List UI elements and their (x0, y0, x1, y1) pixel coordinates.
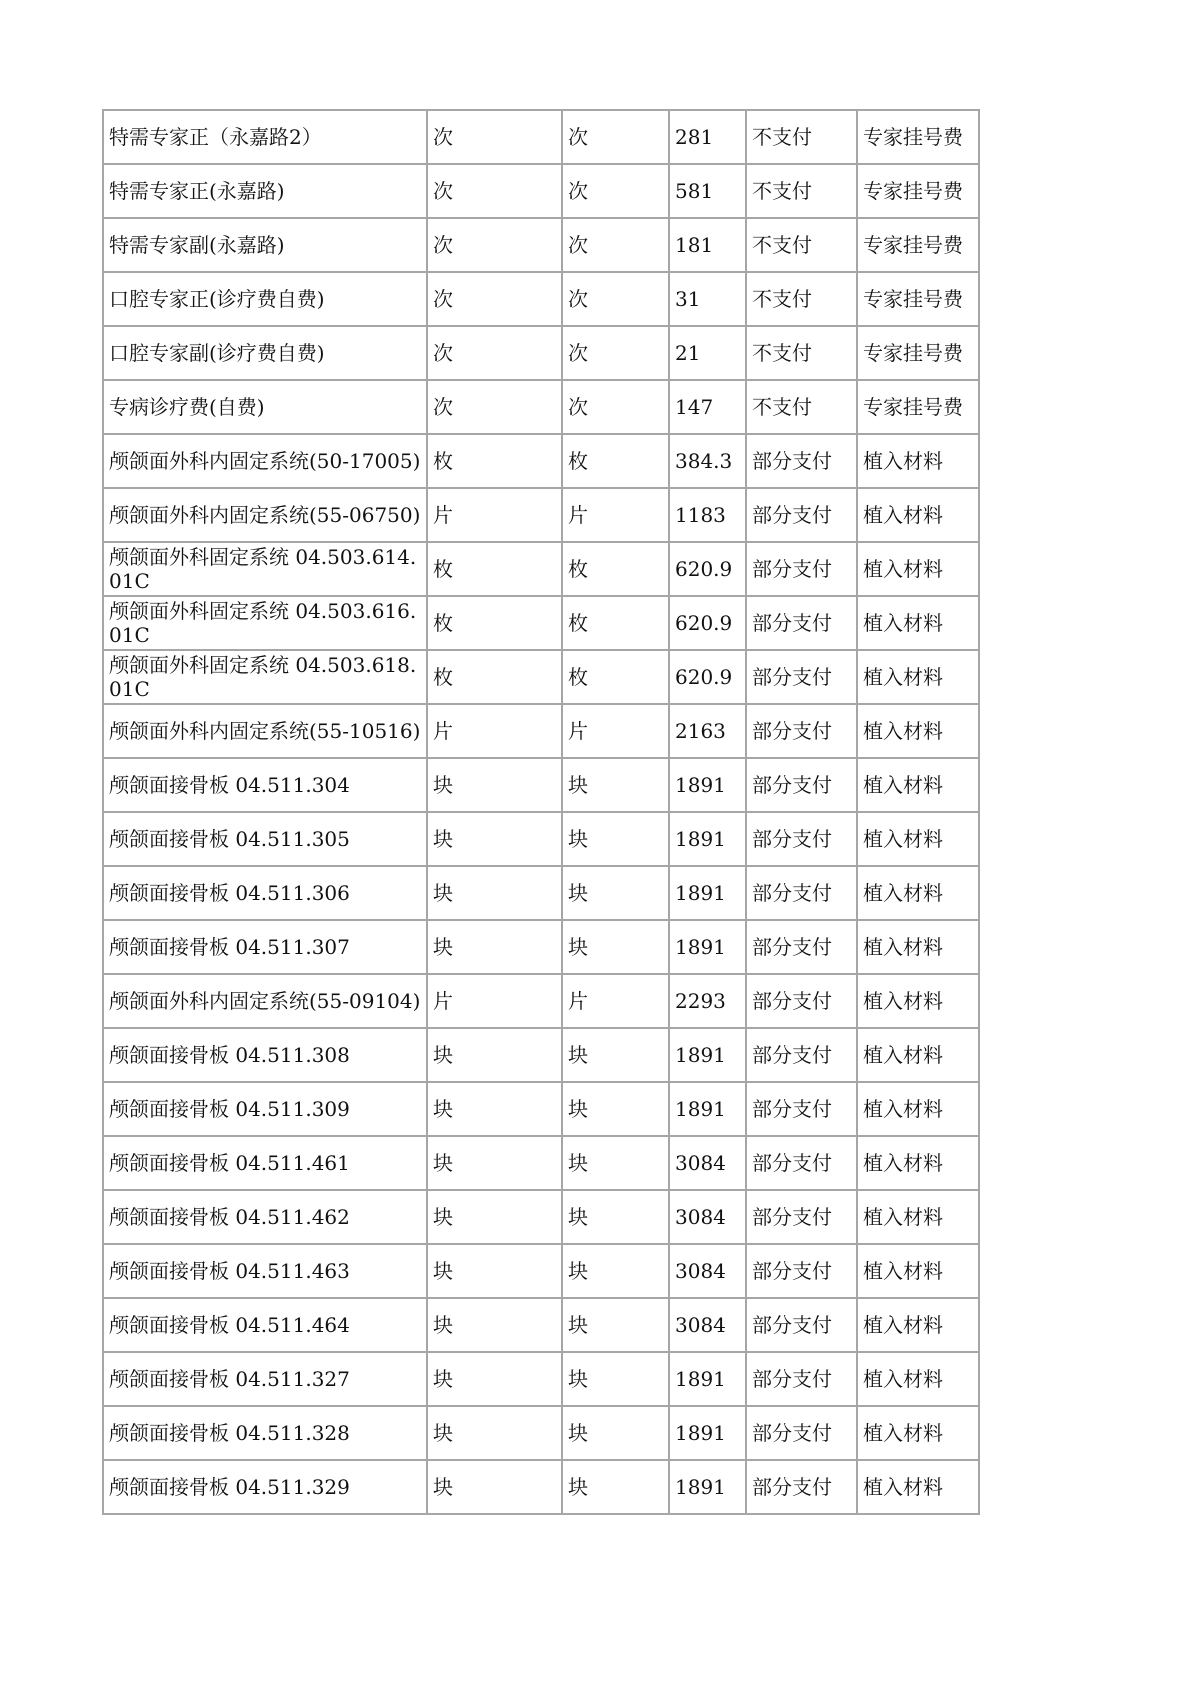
item-name-cell: 颅颌面接骨板 04.511.327 (103, 1352, 427, 1406)
table-row (103, 866, 979, 920)
table-row (103, 1352, 979, 1406)
price-cell: 1891 (669, 1028, 746, 1082)
unit-cell: 块 (427, 920, 562, 974)
unit-cell: 片 (427, 704, 562, 758)
category-cell: 植入材料 (857, 1298, 979, 1352)
payment-cell: 部分支付 (746, 434, 857, 488)
table-row (103, 812, 979, 866)
billing-unit-cell: 片 (562, 488, 669, 542)
billing-unit-cell: 块 (562, 920, 669, 974)
payment-cell: 部分支付 (746, 974, 857, 1028)
item-name-cell: 颅颌面外科内固定系统(50-17005) (103, 434, 427, 488)
price-cell: 31 (669, 272, 746, 326)
unit-cell: 块 (427, 1190, 562, 1244)
table-row (103, 704, 979, 758)
table-row (103, 434, 979, 488)
table-row (103, 1298, 979, 1352)
payment-cell: 部分支付 (746, 1028, 857, 1082)
item-name-cell: 颅颌面接骨板 04.511.328 (103, 1406, 427, 1460)
item-name-cell: 颅颌面外科内固定系统(55-06750) (103, 488, 427, 542)
price-cell: 2293 (669, 974, 746, 1028)
category-cell: 植入材料 (857, 1352, 979, 1406)
item-name-cell: 颅颌面外科内固定系统(55-09104) (103, 974, 427, 1028)
price-cell: 2163 (669, 704, 746, 758)
unit-cell: 次 (427, 110, 562, 164)
billing-unit-cell: 次 (562, 164, 669, 218)
item-name-cell: 颅颌面接骨板 04.511.462 (103, 1190, 427, 1244)
item-name-cell: 颅颌面外科内固定系统(55-10516) (103, 704, 427, 758)
item-name-cell: 特需专家正(永嘉路) (103, 164, 427, 218)
item-name-cell: 颅颌面外科固定系统 04.503.618.01C (103, 650, 427, 704)
price-cell: 181 (669, 218, 746, 272)
category-cell: 植入材料 (857, 1460, 979, 1514)
payment-cell: 不支付 (746, 380, 857, 434)
billing-unit-cell: 片 (562, 704, 669, 758)
unit-cell: 块 (427, 758, 562, 812)
item-name-cell: 颅颌面外科固定系统 04.503.614.01C (103, 542, 427, 596)
price-cell: 3084 (669, 1244, 746, 1298)
category-cell: 专家挂号费 (857, 272, 979, 326)
item-name-cell: 特需专家副(永嘉路) (103, 218, 427, 272)
price-cell: 1183 (669, 488, 746, 542)
unit-cell: 块 (427, 1460, 562, 1514)
payment-cell: 部分支付 (746, 488, 857, 542)
category-cell: 植入材料 (857, 542, 979, 596)
price-cell: 281 (669, 110, 746, 164)
price-cell: 581 (669, 164, 746, 218)
billing-unit-cell: 块 (562, 1028, 669, 1082)
unit-cell: 块 (427, 1244, 562, 1298)
payment-cell: 不支付 (746, 272, 857, 326)
category-cell: 植入材料 (857, 1082, 979, 1136)
table-row (103, 326, 979, 380)
category-cell: 植入材料 (857, 974, 979, 1028)
price-cell: 620.9 (669, 596, 746, 650)
payment-cell: 不支付 (746, 164, 857, 218)
price-cell: 620.9 (669, 542, 746, 596)
item-name-cell: 口腔专家正(诊疗费自费) (103, 272, 427, 326)
payment-cell: 部分支付 (746, 1082, 857, 1136)
price-cell: 1891 (669, 758, 746, 812)
payment-cell: 部分支付 (746, 1244, 857, 1298)
table-row (103, 920, 979, 974)
unit-cell: 块 (427, 1028, 562, 1082)
billing-unit-cell: 枚 (562, 650, 669, 704)
category-cell: 专家挂号费 (857, 164, 979, 218)
price-cell: 3084 (669, 1190, 746, 1244)
price-cell: 1891 (669, 920, 746, 974)
table-row (103, 1406, 979, 1460)
billing-unit-cell: 枚 (562, 542, 669, 596)
payment-cell: 部分支付 (746, 1298, 857, 1352)
billing-unit-cell: 块 (562, 758, 669, 812)
unit-cell: 块 (427, 1082, 562, 1136)
price-cell: 3084 (669, 1298, 746, 1352)
category-cell: 植入材料 (857, 920, 979, 974)
payment-cell: 部分支付 (746, 1136, 857, 1190)
billing-unit-cell: 枚 (562, 596, 669, 650)
unit-cell: 枚 (427, 596, 562, 650)
billing-unit-cell: 片 (562, 974, 669, 1028)
item-name-cell: 特需专家正（永嘉路2） (103, 110, 427, 164)
item-name-cell: 专病诊疗费(自费) (103, 380, 427, 434)
unit-cell: 块 (427, 1136, 562, 1190)
item-name-cell: 颅颌面接骨板 04.511.329 (103, 1460, 427, 1514)
billing-unit-cell: 块 (562, 1406, 669, 1460)
table-row (103, 1460, 979, 1514)
item-name-cell: 颅颌面接骨板 04.511.463 (103, 1244, 427, 1298)
payment-cell: 部分支付 (746, 758, 857, 812)
billing-unit-cell: 块 (562, 1352, 669, 1406)
unit-cell: 枚 (427, 650, 562, 704)
unit-cell: 枚 (427, 542, 562, 596)
table-row (103, 596, 979, 650)
item-name-cell: 颅颌面外科固定系统 04.503.616.01C (103, 596, 427, 650)
payment-cell: 部分支付 (746, 812, 857, 866)
category-cell: 植入材料 (857, 434, 979, 488)
table-body (103, 110, 979, 1514)
unit-cell: 枚 (427, 434, 562, 488)
category-cell: 专家挂号费 (857, 380, 979, 434)
item-name-cell: 颅颌面接骨板 04.511.309 (103, 1082, 427, 1136)
payment-cell: 部分支付 (746, 596, 857, 650)
item-name-cell: 颅颌面接骨板 04.511.461 (103, 1136, 427, 1190)
table-row (103, 1082, 979, 1136)
item-name-cell: 颅颌面接骨板 04.511.305 (103, 812, 427, 866)
table-row (103, 974, 979, 1028)
billing-unit-cell: 块 (562, 866, 669, 920)
billing-unit-cell: 块 (562, 1298, 669, 1352)
payment-cell: 部分支付 (746, 542, 857, 596)
price-cell: 21 (669, 326, 746, 380)
category-cell: 植入材料 (857, 1406, 979, 1460)
price-cell: 147 (669, 380, 746, 434)
unit-cell: 块 (427, 812, 562, 866)
payment-cell: 不支付 (746, 326, 857, 380)
table-row (103, 1190, 979, 1244)
payment-cell: 部分支付 (746, 1352, 857, 1406)
price-table (102, 109, 980, 1515)
billing-unit-cell: 块 (562, 812, 669, 866)
table-row (103, 1136, 979, 1190)
billing-unit-cell: 块 (562, 1082, 669, 1136)
table-row (103, 1244, 979, 1298)
item-name-cell: 颅颌面接骨板 04.511.308 (103, 1028, 427, 1082)
table-row (103, 650, 979, 704)
billing-unit-cell: 枚 (562, 434, 669, 488)
unit-cell: 次 (427, 272, 562, 326)
unit-cell: 片 (427, 488, 562, 542)
item-name-cell: 口腔专家副(诊疗费自费) (103, 326, 427, 380)
item-name-cell: 颅颌面接骨板 04.511.464 (103, 1298, 427, 1352)
payment-cell: 部分支付 (746, 1406, 857, 1460)
category-cell: 专家挂号费 (857, 110, 979, 164)
unit-cell: 次 (427, 218, 562, 272)
unit-cell: 块 (427, 1406, 562, 1460)
payment-cell: 部分支付 (746, 1460, 857, 1514)
category-cell: 专家挂号费 (857, 218, 979, 272)
category-cell: 专家挂号费 (857, 326, 979, 380)
price-cell: 1891 (669, 1082, 746, 1136)
table-row (103, 272, 979, 326)
category-cell: 植入材料 (857, 812, 979, 866)
billing-unit-cell: 次 (562, 380, 669, 434)
category-cell: 植入材料 (857, 488, 979, 542)
price-cell: 1891 (669, 1352, 746, 1406)
billing-unit-cell: 次 (562, 110, 669, 164)
category-cell: 植入材料 (857, 1190, 979, 1244)
payment-cell: 部分支付 (746, 866, 857, 920)
billing-unit-cell: 块 (562, 1136, 669, 1190)
price-cell: 1891 (669, 812, 746, 866)
price-cell: 620.9 (669, 650, 746, 704)
category-cell: 植入材料 (857, 704, 979, 758)
payment-cell: 不支付 (746, 218, 857, 272)
category-cell: 植入材料 (857, 758, 979, 812)
billing-unit-cell: 块 (562, 1460, 669, 1514)
category-cell: 植入材料 (857, 596, 979, 650)
category-cell: 植入材料 (857, 1244, 979, 1298)
unit-cell: 块 (427, 1352, 562, 1406)
category-cell: 植入材料 (857, 650, 979, 704)
table-row (103, 488, 979, 542)
billing-unit-cell: 次 (562, 272, 669, 326)
category-cell: 植入材料 (857, 1028, 979, 1082)
item-name-cell: 颅颌面接骨板 04.511.307 (103, 920, 427, 974)
price-cell: 1891 (669, 1460, 746, 1514)
item-name-cell: 颅颌面接骨板 04.511.304 (103, 758, 427, 812)
table-row (103, 218, 979, 272)
table-row (103, 110, 979, 164)
unit-cell: 块 (427, 1298, 562, 1352)
table-row (103, 1028, 979, 1082)
payment-cell: 部分支付 (746, 1190, 857, 1244)
category-cell: 植入材料 (857, 866, 979, 920)
table-row (103, 164, 979, 218)
category-cell: 植入材料 (857, 1136, 979, 1190)
price-cell: 1891 (669, 866, 746, 920)
table-row (103, 542, 979, 596)
unit-cell: 次 (427, 164, 562, 218)
payment-cell: 部分支付 (746, 704, 857, 758)
price-cell: 3084 (669, 1136, 746, 1190)
unit-cell: 次 (427, 326, 562, 380)
table-row (103, 758, 979, 812)
payment-cell: 部分支付 (746, 920, 857, 974)
billing-unit-cell: 次 (562, 326, 669, 380)
unit-cell: 块 (427, 866, 562, 920)
table-row (103, 380, 979, 434)
billing-unit-cell: 块 (562, 1244, 669, 1298)
billing-unit-cell: 次 (562, 218, 669, 272)
billing-unit-cell: 块 (562, 1190, 669, 1244)
item-name-cell: 颅颌面接骨板 04.511.306 (103, 866, 427, 920)
payment-cell: 不支付 (746, 110, 857, 164)
unit-cell: 片 (427, 974, 562, 1028)
payment-cell: 部分支付 (746, 650, 857, 704)
unit-cell: 次 (427, 380, 562, 434)
price-cell: 1891 (669, 1406, 746, 1460)
price-cell: 384.3 (669, 434, 746, 488)
